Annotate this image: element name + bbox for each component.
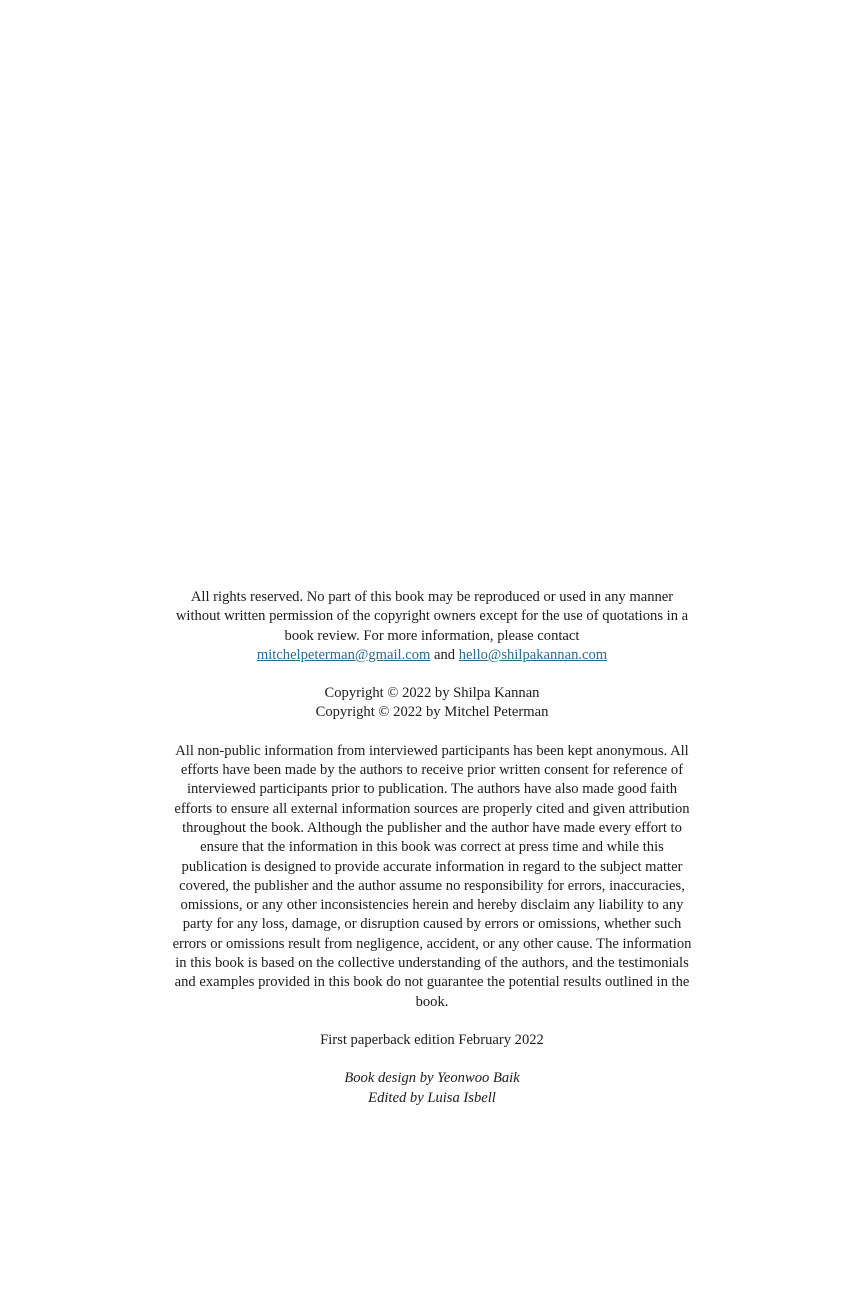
rights-conjunction: and bbox=[434, 646, 456, 663]
copyright-page-text bbox=[170, 588, 694, 1108]
copyright-line: Copyright © 2022 by Shilpa Kannan bbox=[324, 685, 540, 702]
edition-statement: First paperback edition February 2022 bbox=[320, 1031, 544, 1048]
editor-credit: Edited by Luisa Isbell bbox=[368, 1089, 496, 1106]
email-link-mitchel[interactable]: mitchelpeterman@gmail.com bbox=[256, 646, 431, 663]
email-link-shilpa[interactable]: hello@shilpakannan.com bbox=[458, 646, 608, 663]
disclaimer-paragraph: All non-public information from interviewed participants has been kept anonymous. All efforts have been made by the authors to receive prior written consent for reference of interviewed participants prior to publication. The authors have also made good faith efforts to ensure all external information sources are properly cited and given attribution throughout the book. Although the publisher and the author have made every effort to ensure that the information in this book was correct at press time and while this publication is designed to provide accurate information in regard to the subject matter covered, the publisher and the author assume no responsibility for errors, inaccuracies, omissions, or any other inconsistencies herein and hereby disclaim any liability to any party for any loss, damage, or disruption caused by errors or omissions, whether such errors or omissions result from negligence, accident, or any other cause. The information in this book is based on the collective understanding of the authors, and the testimonials and examples provided in this book do not guarantee the potential results outlined in the book. bbox=[172, 742, 692, 1010]
rights-paragraph bbox=[170, 588, 694, 665]
copyright-notices bbox=[170, 684, 694, 723]
copyright-line: Copyright © 2022 by Mitchel Peterman bbox=[315, 704, 549, 721]
design-credit: Book design by Yeonwoo Baik bbox=[344, 1070, 520, 1087]
rights-text: All rights reserved. No part of this book may be reproduced or used in any manner without written permission of the copyright owners except for the use of quotations in a book review. For more information, please contact bbox=[175, 589, 689, 644]
credits bbox=[170, 1069, 694, 1108]
